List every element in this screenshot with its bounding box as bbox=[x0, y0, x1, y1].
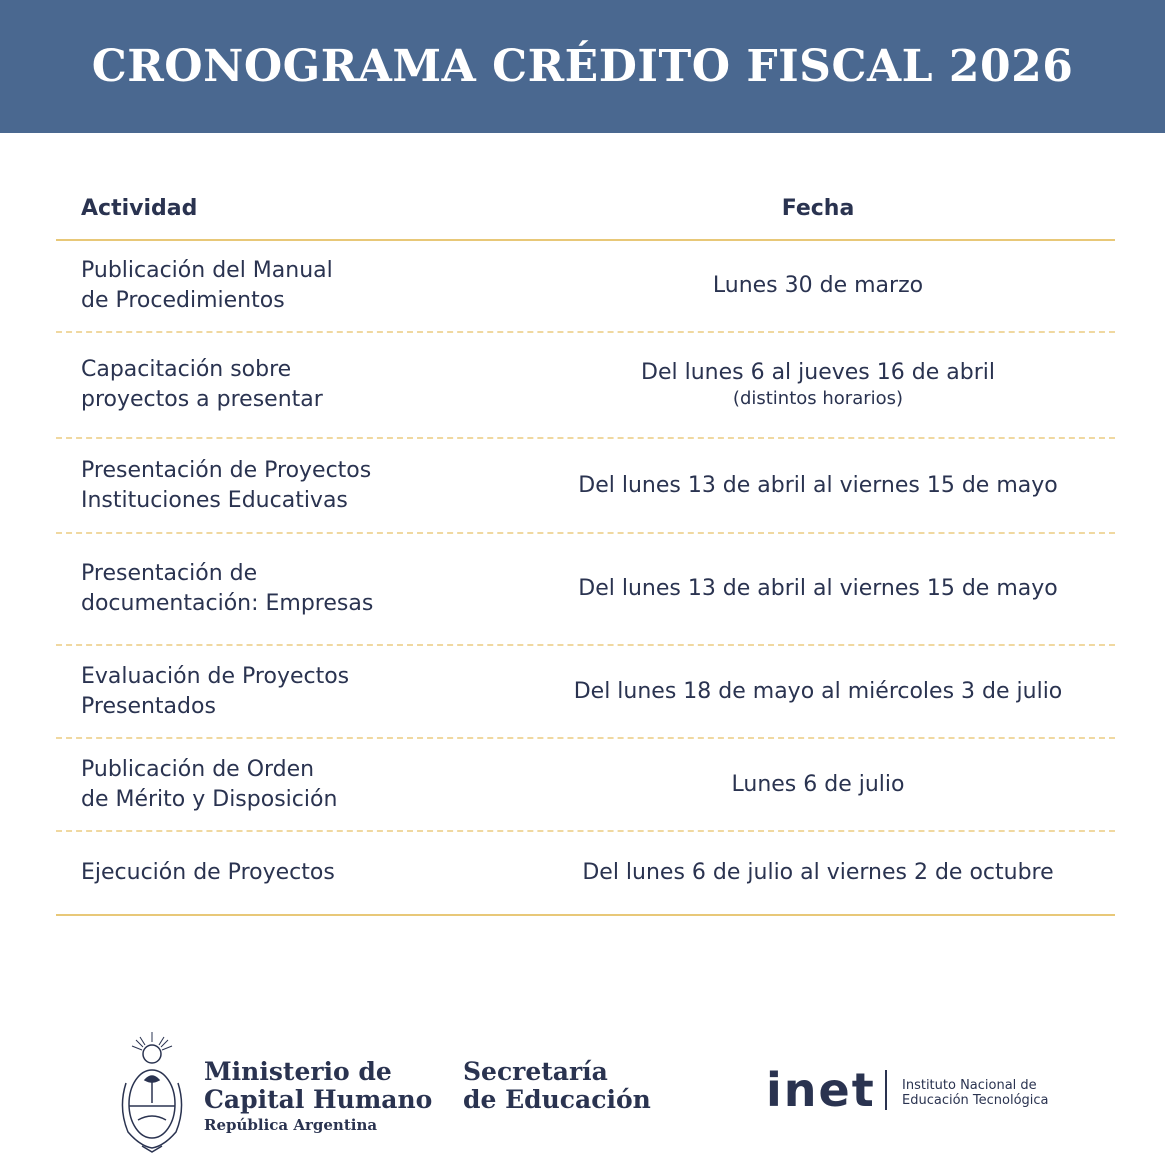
activity-line: Presentación de Proyectos bbox=[81, 457, 372, 483]
activity-line: proyectos a presentar bbox=[81, 387, 323, 412]
activity-line: Capacitación sobre bbox=[81, 357, 292, 382]
ministry-logo bbox=[204, 1058, 432, 1136]
row-activity bbox=[56, 456, 521, 516]
table-row bbox=[56, 333, 1115, 439]
activity-line: documentación: Empresas bbox=[81, 591, 374, 616]
row-date: Del lunes 13 de abril al viernes 15 de mayo bbox=[578, 576, 1058, 601]
date-note: (distintos horarios) bbox=[732, 388, 904, 409]
activity-line: Presentados bbox=[81, 693, 216, 719]
activity-line: de Mérito y Disposición bbox=[81, 786, 338, 812]
table-header bbox=[56, 178, 1115, 241]
secretary-line1: Secretaría bbox=[463, 1057, 608, 1086]
title-banner bbox=[0, 0, 1165, 133]
secretary-logo bbox=[463, 1058, 651, 1114]
logo-divider bbox=[885, 1070, 887, 1110]
ministry-line1: Ministerio de bbox=[204, 1057, 392, 1086]
activity-line: Publicación de Orden bbox=[81, 756, 315, 782]
activity-line: Publicación del Manual bbox=[81, 258, 333, 283]
table-row bbox=[56, 832, 1115, 916]
page-title: CRONOGRAMA CRÉDITO FISCAL 2026 bbox=[91, 41, 1074, 92]
inet-line1: Instituto Nacional de bbox=[902, 1078, 1037, 1093]
table-row bbox=[56, 646, 1115, 739]
row-date: Lunes 30 de marzo bbox=[712, 273, 924, 298]
row-date: Del lunes 6 de julio al viernes 2 de octubre bbox=[582, 860, 1054, 885]
table-row bbox=[56, 739, 1115, 832]
row-activity bbox=[56, 755, 521, 815]
footer-logos bbox=[0, 1020, 1165, 1153]
header-activity: Actividad bbox=[81, 196, 198, 221]
row-activity bbox=[56, 355, 521, 415]
activity-line: de Procedimientos bbox=[81, 288, 285, 313]
table-row bbox=[56, 534, 1115, 646]
row-activity bbox=[56, 858, 521, 888]
row-activity bbox=[56, 256, 521, 316]
date-text: Del lunes 6 al jueves 16 de abril bbox=[641, 360, 995, 385]
ministry-line3: República Argentina bbox=[204, 1116, 378, 1134]
row-activity bbox=[56, 559, 521, 619]
inet-fullname bbox=[902, 1078, 1049, 1108]
ministry-line2: Capital Humano bbox=[204, 1085, 433, 1114]
table-row bbox=[56, 241, 1115, 333]
row-date: Del lunes 13 de abril al viernes 15 de mayo bbox=[578, 472, 1058, 498]
row-activity bbox=[56, 662, 521, 722]
activity-line: Ejecución de Proyectos bbox=[81, 860, 335, 885]
header-date: Fecha bbox=[781, 196, 855, 221]
row-date: Lunes 6 de julio bbox=[731, 771, 905, 797]
activity-line: Evaluación de Proyectos bbox=[81, 663, 350, 689]
table-row bbox=[56, 439, 1115, 534]
inet-line2: Educación Tecnológica bbox=[902, 1093, 1049, 1108]
coat-of-arms-icon bbox=[112, 1028, 192, 1153]
inet-logo: inet bbox=[766, 1063, 876, 1117]
activity-line: Instituciones Educativas bbox=[81, 487, 348, 513]
row-date bbox=[521, 359, 1115, 411]
activity-line: Presentación de bbox=[81, 561, 258, 586]
secretary-line2: de Educación bbox=[463, 1085, 651, 1114]
row-date: Del lunes 18 de mayo al miércoles 3 de julio bbox=[573, 678, 1063, 704]
schedule-table bbox=[56, 178, 1115, 916]
